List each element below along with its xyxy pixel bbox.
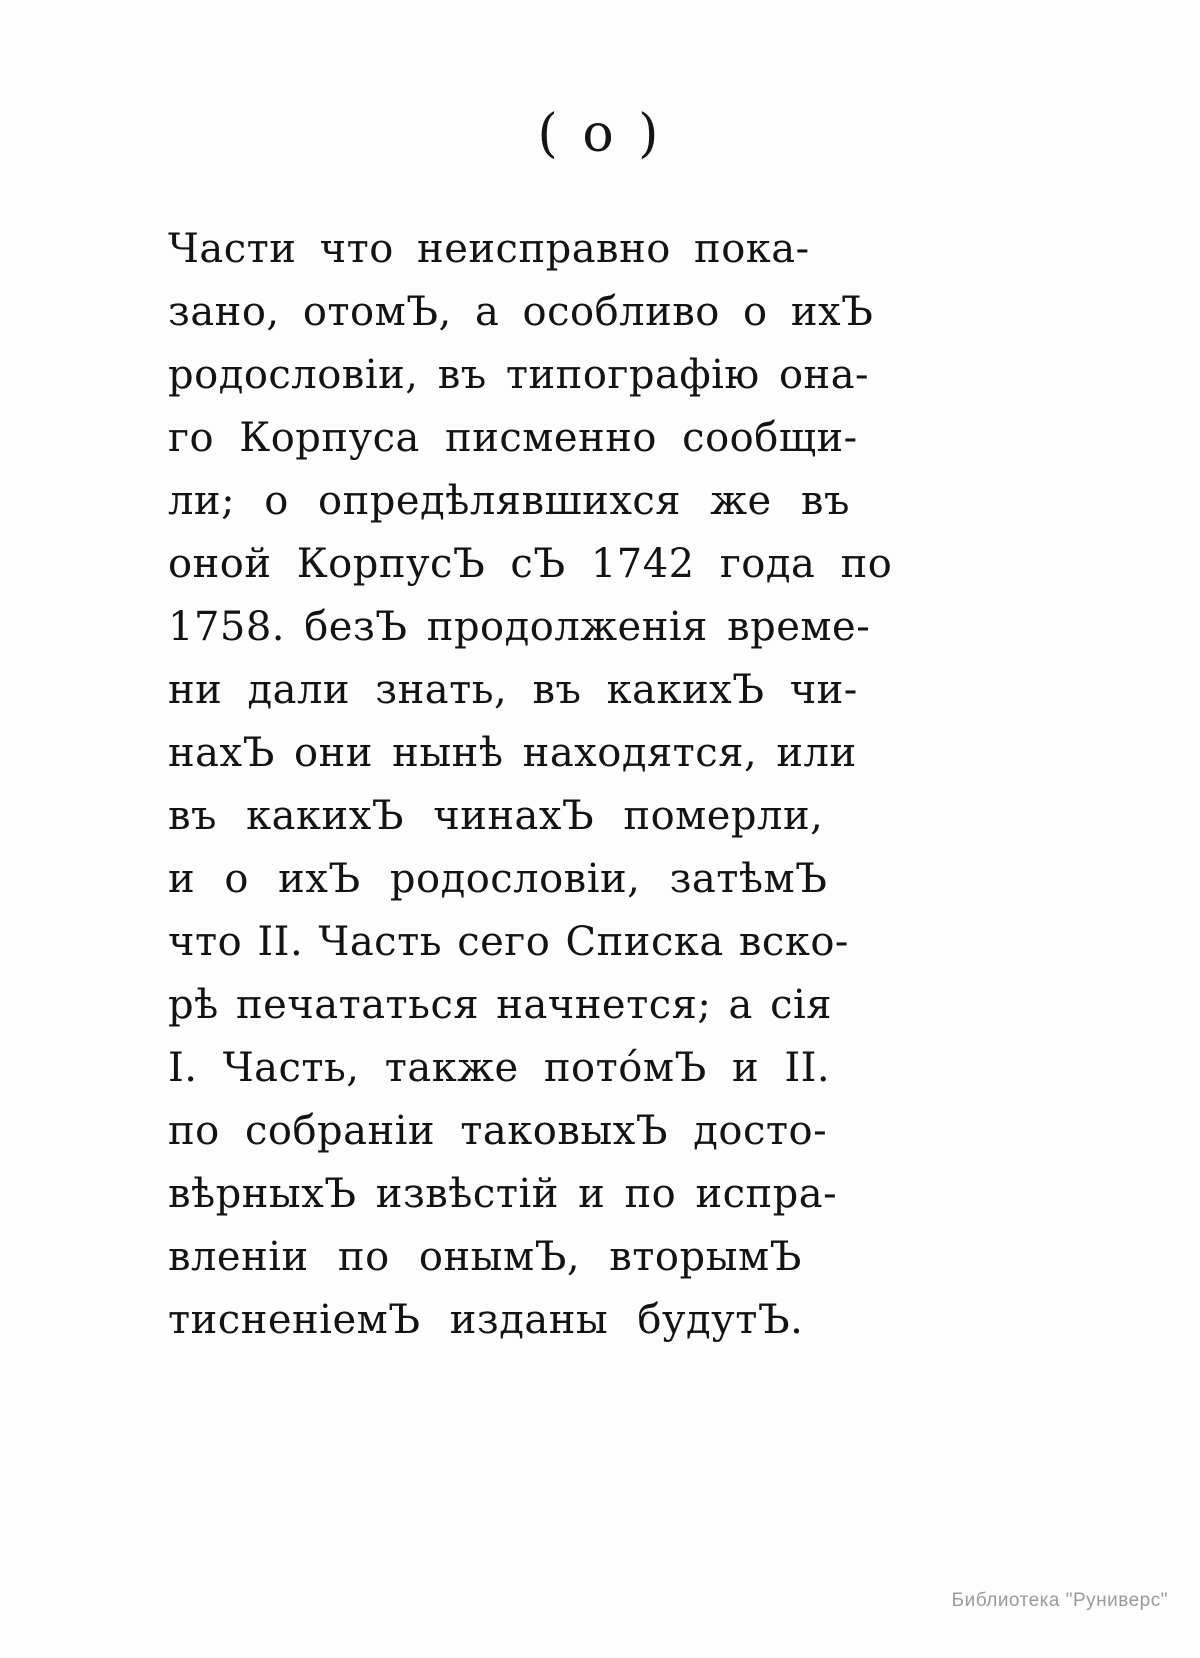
text-line: Части что неисправно пока- — [168, 226, 810, 272]
text-line: вленіи по онымЪ, вторымЪ — [168, 1234, 802, 1280]
text-line: родословіи, въ типографію она- — [168, 352, 870, 398]
text-line: 1758. безЪ продолженія време- — [168, 604, 871, 650]
text-line: что II. Часть сего Списка вско- — [168, 919, 849, 965]
text-line: и о ихЪ родословіи, затѣмЪ — [168, 856, 828, 902]
text-line: ни дали знать, въ какихЪ чи- — [168, 667, 858, 713]
text-line: въ какихЪ чинахЪ померли, — [168, 793, 824, 839]
text-line: тисненіемЪ изданы будутЪ. — [168, 1297, 804, 1343]
text-line: ли; о опредѣлявшихся же въ — [168, 478, 850, 524]
body-text-block — [168, 218, 980, 1352]
text-line: оной КорпусЪ сЪ 1742 года по — [168, 541, 893, 587]
text-line: вѣрныхЪ извѣстій и по испра- — [168, 1171, 838, 1217]
page-number-ornament: ( o ) — [537, 104, 663, 164]
text-line: нахЪ они нынѣ находятся, или — [168, 730, 857, 776]
text-line: по собраніи таковыхЪ досто- — [168, 1108, 828, 1154]
text-line: рѣ печататься начнется; а сія — [168, 982, 833, 1028]
text-line: зано, отомЪ, а особливо о ихЪ — [168, 289, 874, 335]
text-line: го Корпуса писменно сообщи- — [168, 415, 858, 461]
library-watermark: Библиотека "Руниверс" — [951, 1590, 1168, 1611]
text-line: I. Часть, также потóмЪ и II. — [168, 1045, 831, 1091]
